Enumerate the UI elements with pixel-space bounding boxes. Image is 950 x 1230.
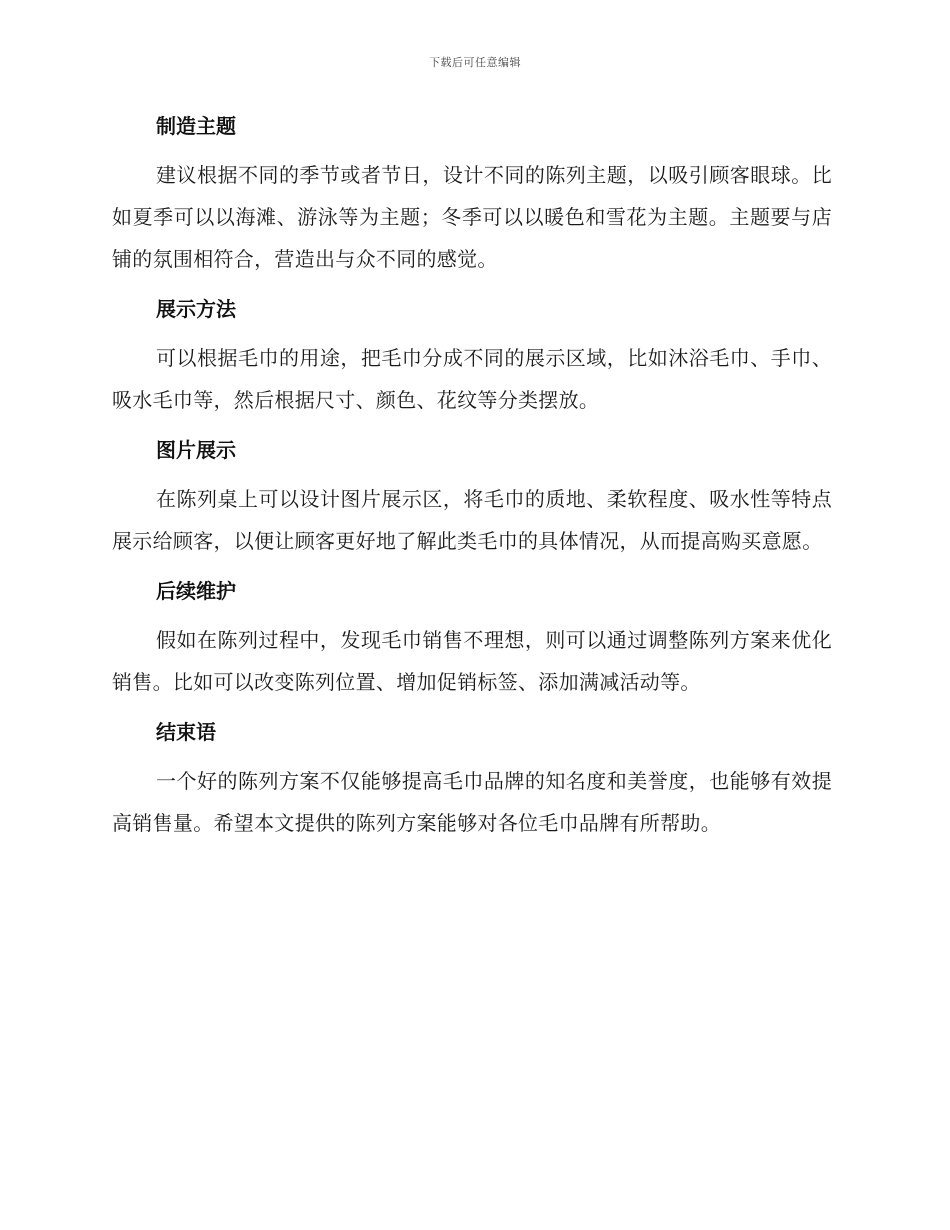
section-paragraph: 在陈列桌上可以设计图片展示区，将毛巾的质地、柔软程度、吸水性等特点展示给顾客，以便让顾客更好地了解此类毛巾的具体情况，从而提高购买意愿。 xyxy=(112,487,832,553)
section-heading: 后续维护 xyxy=(156,579,236,603)
page-header-note: 下载后可任意编辑 xyxy=(429,56,521,69)
section-heading: 图片展示 xyxy=(156,438,236,462)
section-conclusion xyxy=(112,712,832,844)
section-heading: 结束语 xyxy=(156,720,216,744)
section-heading: 制造主题 xyxy=(156,114,236,138)
section-picture-display xyxy=(112,430,832,562)
section-display-method xyxy=(112,289,832,421)
section-paragraph: 一个好的陈列方案不仅能够提高毛巾品牌的知名度和美誉度，也能够有效提高销售量。希望本文提供的陈列方案能够对各位毛巾品牌有所帮助。 xyxy=(112,769,832,835)
section-paragraph: 假如在陈列过程中，发现毛巾销售不理想，则可以通过调整陈列方案来优化销售。比如可以改变陈列位置、增加促销标签、添加满减活动等。 xyxy=(112,628,832,694)
document-content xyxy=(112,106,832,853)
section-theme xyxy=(112,106,832,280)
section-maintenance xyxy=(112,571,832,703)
section-heading: 展示方法 xyxy=(156,297,236,321)
section-paragraph: 建议根据不同的季节或者节日，设计不同的陈列主题，以吸引顾客眼球。比如夏季可以以海滩、游泳等为主题；冬季可以以暖色和雪花为主题。主题要与店铺的氛围相符合，营造出与众不同的感觉。 xyxy=(112,163,832,271)
section-paragraph: 可以根据毛巾的用途，把毛巾分成不同的展示区域，比如沐浴毛巾、手巾、吸水毛巾等，然后根据尺寸、颜色、花纹等分类摆放。 xyxy=(112,346,832,412)
